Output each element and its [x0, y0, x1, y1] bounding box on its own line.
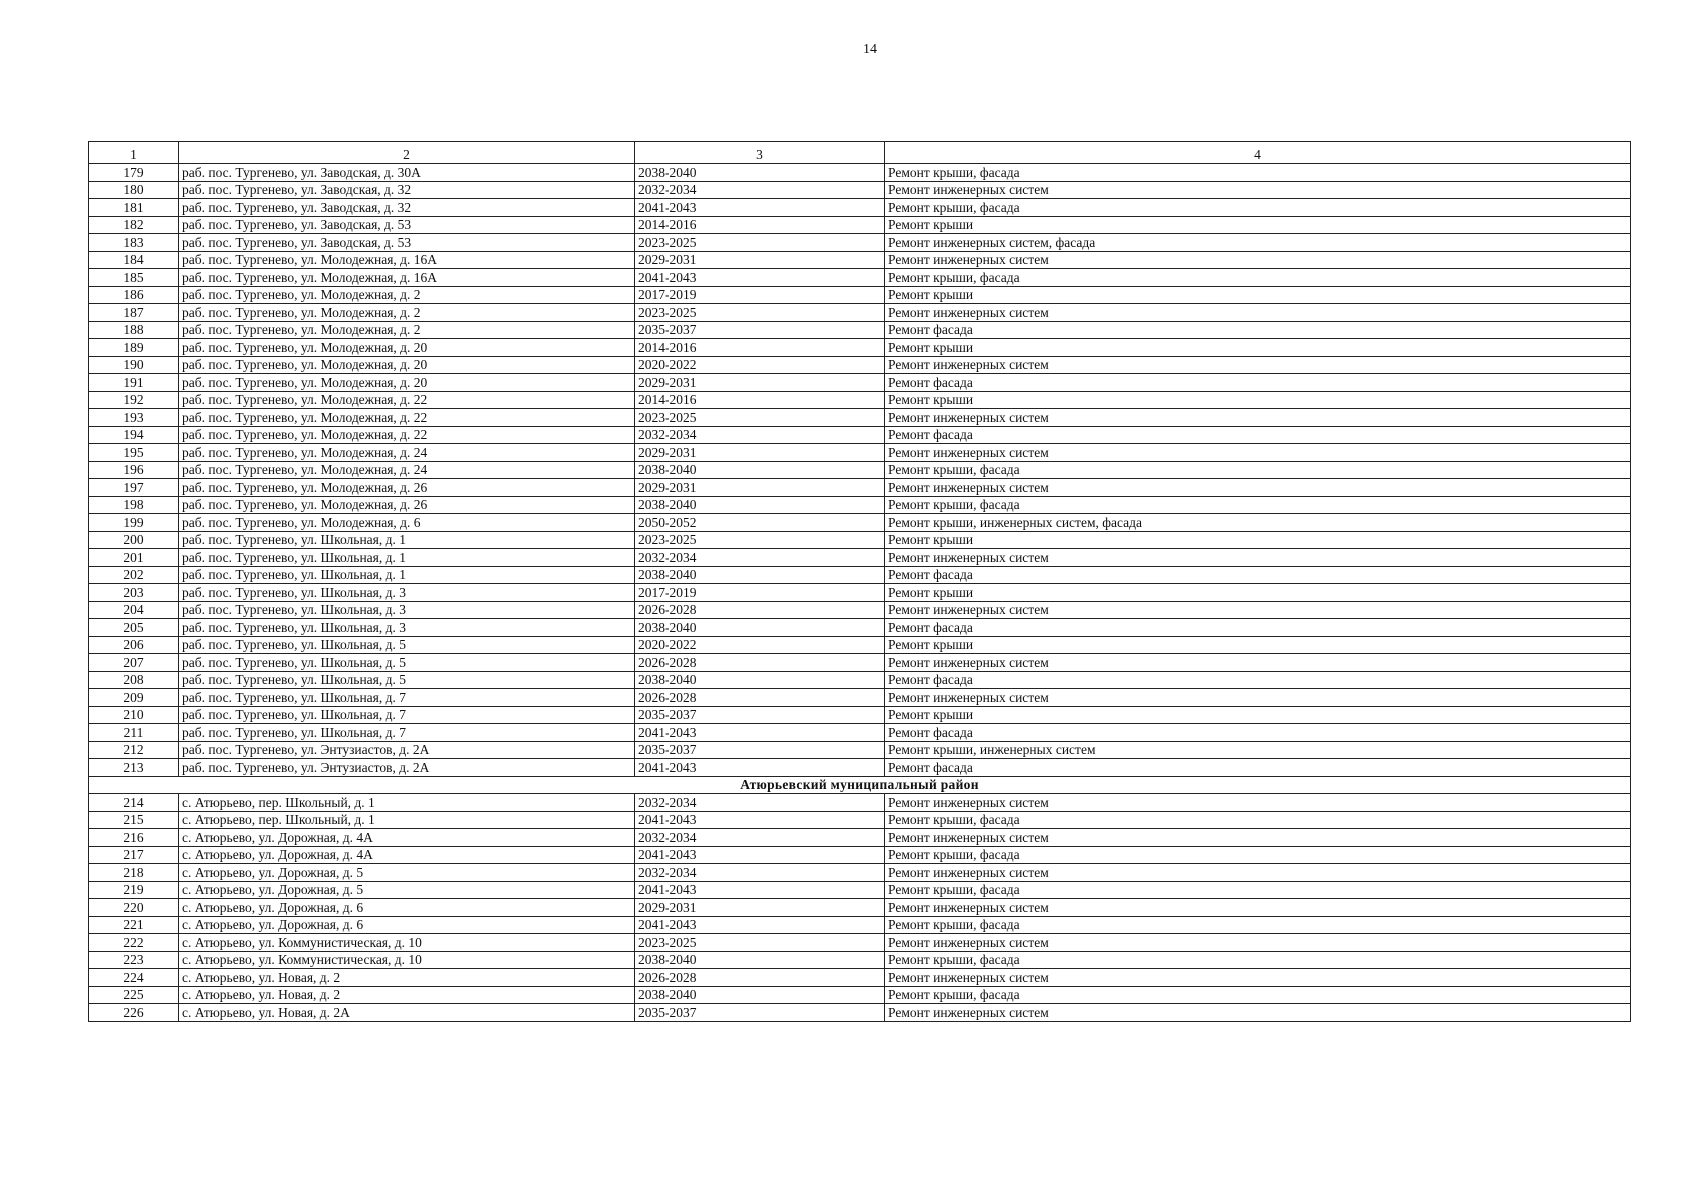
work-type-cell: Ремонт крыши, инженерных систем	[885, 741, 1631, 759]
address-cell: с. Атюрьево, ул. Коммунистическая, д. 10	[179, 934, 635, 952]
period-cell: 2020-2022	[635, 636, 885, 654]
work-type-cell: Ремонт крыши	[885, 584, 1631, 602]
period-cell: 2020-2022	[635, 356, 885, 374]
table-row	[89, 566, 1631, 584]
row-number: 204	[89, 601, 179, 619]
work-type-cell: Ремонт крыши, фасада	[885, 811, 1631, 829]
work-type-cell: Ремонт фасада	[885, 724, 1631, 742]
period-cell: 2041-2043	[635, 811, 885, 829]
table-row	[89, 374, 1631, 392]
address-cell: раб. пос. Тургенево, ул. Школьная, д. 7	[179, 689, 635, 707]
work-type-cell: Ремонт крыши	[885, 706, 1631, 724]
table-row	[89, 356, 1631, 374]
address-cell: раб. пос. Тургенево, ул. Молодежная, д. 20	[179, 339, 635, 357]
address-cell: раб. пос. Тургенево, ул. Молодежная, д. 24	[179, 444, 635, 462]
work-type-cell: Ремонт крыши, фасада	[885, 846, 1631, 864]
row-number: 179	[89, 164, 179, 182]
table-row	[89, 304, 1631, 322]
address-cell: раб. пос. Тургенево, ул. Школьная, д. 3	[179, 601, 635, 619]
row-number: 185	[89, 269, 179, 287]
address-cell: раб. пос. Тургенево, ул. Энтузиастов, д. 2А	[179, 741, 635, 759]
address-cell: раб. пос. Тургенево, ул. Молодежная, д. 2	[179, 286, 635, 304]
row-number: 206	[89, 636, 179, 654]
column-header: 4	[885, 142, 1631, 164]
row-number: 189	[89, 339, 179, 357]
period-cell: 2029-2031	[635, 444, 885, 462]
period-cell: 2038-2040	[635, 951, 885, 969]
address-cell: раб. пос. Тургенево, ул. Школьная, д. 5	[179, 671, 635, 689]
table-row	[89, 969, 1631, 987]
table-row	[89, 426, 1631, 444]
row-number: 217	[89, 846, 179, 864]
row-number: 184	[89, 251, 179, 269]
page-number: 14	[863, 42, 877, 57]
row-number: 213	[89, 759, 179, 777]
table-row	[89, 1004, 1631, 1022]
address-cell: раб. пос. Тургенево, ул. Школьная, д. 3	[179, 619, 635, 637]
period-cell: 2041-2043	[635, 916, 885, 934]
period-cell: 2038-2040	[635, 986, 885, 1004]
period-cell: 2041-2043	[635, 199, 885, 217]
row-number: 202	[89, 566, 179, 584]
period-cell: 2032-2034	[635, 829, 885, 847]
period-cell: 2035-2037	[635, 1004, 885, 1022]
section-header-row	[89, 776, 1631, 794]
address-cell: с. Атюрьево, ул. Новая, д. 2	[179, 969, 635, 987]
table-row	[89, 514, 1631, 532]
period-cell: 2023-2025	[635, 409, 885, 427]
row-number: 191	[89, 374, 179, 392]
row-number: 224	[89, 969, 179, 987]
row-number: 195	[89, 444, 179, 462]
work-type-cell: Ремонт инженерных систем	[885, 1004, 1631, 1022]
work-type-cell: Ремонт крыши	[885, 339, 1631, 357]
table-row	[89, 391, 1631, 409]
row-number: 212	[89, 741, 179, 759]
table-row	[89, 671, 1631, 689]
period-cell: 2026-2028	[635, 969, 885, 987]
row-number: 203	[89, 584, 179, 602]
row-number: 208	[89, 671, 179, 689]
row-number: 188	[89, 321, 179, 339]
work-type-cell: Ремонт крыши	[885, 531, 1631, 549]
work-type-cell: Ремонт инженерных систем	[885, 479, 1631, 497]
work-type-cell: Ремонт инженерных систем	[885, 654, 1631, 672]
address-cell: раб. пос. Тургенево, ул. Молодежная, д. 20	[179, 356, 635, 374]
work-type-cell: Ремонт фасада	[885, 426, 1631, 444]
table-row	[89, 951, 1631, 969]
table-row	[89, 619, 1631, 637]
work-type-cell: Ремонт фасада	[885, 671, 1631, 689]
address-cell: с. Атюрьево, пер. Школьный, д. 1	[179, 811, 635, 829]
row-number: 186	[89, 286, 179, 304]
row-number: 219	[89, 881, 179, 899]
period-cell: 2029-2031	[635, 374, 885, 392]
table-row	[89, 829, 1631, 847]
address-cell: с. Атюрьево, ул. Дорожная, д. 4А	[179, 829, 635, 847]
column-header: 2	[179, 142, 635, 164]
period-cell: 2035-2037	[635, 741, 885, 759]
row-number: 216	[89, 829, 179, 847]
work-type-cell: Ремонт крыши	[885, 391, 1631, 409]
row-number: 209	[89, 689, 179, 707]
work-type-cell: Ремонт инженерных систем	[885, 794, 1631, 812]
address-cell: раб. пос. Тургенево, ул. Школьная, д. 1	[179, 566, 635, 584]
period-cell: 2038-2040	[635, 671, 885, 689]
row-number: 182	[89, 216, 179, 234]
work-type-cell: Ремонт инженерных систем	[885, 601, 1631, 619]
work-type-cell: Ремонт фасада	[885, 619, 1631, 637]
table-row	[89, 724, 1631, 742]
address-cell: с. Атюрьево, ул. Дорожная, д. 4А	[179, 846, 635, 864]
row-number: 226	[89, 1004, 179, 1022]
table-row	[89, 234, 1631, 252]
row-number: 190	[89, 356, 179, 374]
period-cell: 2014-2016	[635, 391, 885, 409]
period-cell: 2038-2040	[635, 566, 885, 584]
column-header: 1	[89, 142, 179, 164]
address-cell: раб. пос. Тургенево, ул. Молодежная, д. 2	[179, 321, 635, 339]
address-cell: раб. пос. Тургенево, ул. Молодежная, д. 26	[179, 479, 635, 497]
row-number: 223	[89, 951, 179, 969]
address-cell: раб. пос. Тургенево, ул. Молодежная, д. 22	[179, 409, 635, 427]
period-cell: 2041-2043	[635, 881, 885, 899]
row-number: 205	[89, 619, 179, 637]
row-number: 196	[89, 461, 179, 479]
row-number: 221	[89, 916, 179, 934]
row-number: 222	[89, 934, 179, 952]
work-type-cell: Ремонт крыши	[885, 216, 1631, 234]
table-row	[89, 479, 1631, 497]
table-body-atyurevo	[89, 794, 1631, 1022]
address-cell: раб. пос. Тургенево, ул. Молодежная, д. 26	[179, 496, 635, 514]
period-cell: 2026-2028	[635, 689, 885, 707]
section-title: Атюрьевский муниципальный район	[89, 776, 1631, 794]
row-number: 215	[89, 811, 179, 829]
address-cell: раб. пос. Тургенево, ул. Школьная, д. 7	[179, 706, 635, 724]
address-cell: раб. пос. Тургенево, ул. Заводская, д. 53	[179, 234, 635, 252]
period-cell: 2041-2043	[635, 269, 885, 287]
row-number: 214	[89, 794, 179, 812]
table-row	[89, 794, 1631, 812]
address-cell: раб. пос. Тургенево, ул. Заводская, д. 30А	[179, 164, 635, 182]
period-cell: 2023-2025	[635, 234, 885, 252]
work-type-cell: Ремонт крыши, фасада	[885, 496, 1631, 514]
address-cell: раб. пос. Тургенево, ул. Заводская, д. 32	[179, 181, 635, 199]
address-cell: раб. пос. Тургенево, ул. Заводская, д. 32	[179, 199, 635, 217]
address-cell: раб. пос. Тургенево, ул. Молодежная, д. 16А	[179, 251, 635, 269]
address-cell: с. Атюрьево, ул. Коммунистическая, д. 10	[179, 951, 635, 969]
work-type-cell: Ремонт инженерных систем	[885, 181, 1631, 199]
table-row	[89, 321, 1631, 339]
table-row	[89, 409, 1631, 427]
row-number: 225	[89, 986, 179, 1004]
address-cell: раб. пос. Тургенево, ул. Молодежная, д. 16А	[179, 269, 635, 287]
work-type-cell: Ремонт инженерных систем	[885, 251, 1631, 269]
address-cell: раб. пос. Тургенево, ул. Школьная, д. 1	[179, 549, 635, 567]
work-type-cell: Ремонт инженерных систем	[885, 409, 1631, 427]
table-row	[89, 881, 1631, 899]
period-cell: 2017-2019	[635, 286, 885, 304]
table-row	[89, 601, 1631, 619]
period-cell: 2035-2037	[635, 706, 885, 724]
row-number: 181	[89, 199, 179, 217]
table-row	[89, 689, 1631, 707]
table-row	[89, 549, 1631, 567]
address-cell: раб. пос. Тургенево, ул. Молодежная, д. 6	[179, 514, 635, 532]
table-row	[89, 986, 1631, 1004]
period-cell: 2029-2031	[635, 251, 885, 269]
address-cell: раб. пос. Тургенево, ул. Школьная, д. 1	[179, 531, 635, 549]
period-cell: 2038-2040	[635, 496, 885, 514]
work-type-cell: Ремонт фасада	[885, 566, 1631, 584]
work-type-cell: Ремонт инженерных систем	[885, 356, 1631, 374]
table-row	[89, 531, 1631, 549]
row-number: 218	[89, 864, 179, 882]
period-cell: 2026-2028	[635, 601, 885, 619]
period-cell: 2029-2031	[635, 479, 885, 497]
table-row	[89, 916, 1631, 934]
work-type-cell: Ремонт крыши	[885, 636, 1631, 654]
row-number: 180	[89, 181, 179, 199]
address-cell: раб. пос. Тургенево, ул. Школьная, д. 5	[179, 654, 635, 672]
work-type-cell: Ремонт крыши, фасада	[885, 199, 1631, 217]
address-cell: с. Атюрьево, пер. Школьный, д. 1	[179, 794, 635, 812]
period-cell: 2023-2025	[635, 934, 885, 952]
work-type-cell: Ремонт инженерных систем	[885, 689, 1631, 707]
table-row	[89, 339, 1631, 357]
work-type-cell: Ремонт инженерных систем	[885, 304, 1631, 322]
period-cell: 2032-2034	[635, 426, 885, 444]
work-type-cell: Ремонт инженерных систем	[885, 969, 1631, 987]
table-row	[89, 181, 1631, 199]
address-cell: раб. пос. Тургенево, ул. Молодежная, д. 20	[179, 374, 635, 392]
work-type-cell: Ремонт фасада	[885, 759, 1631, 777]
table-row	[89, 269, 1631, 287]
row-number: 207	[89, 654, 179, 672]
table-row	[89, 444, 1631, 462]
work-type-cell: Ремонт крыши	[885, 286, 1631, 304]
table-row	[89, 584, 1631, 602]
work-type-cell: Ремонт крыши, инженерных систем, фасада	[885, 514, 1631, 532]
address-cell: раб. пос. Тургенево, ул. Школьная, д. 3	[179, 584, 635, 602]
period-cell: 2035-2037	[635, 321, 885, 339]
repair-schedule-table	[88, 141, 1631, 1022]
address-cell: раб. пос. Тургенево, ул. Молодежная, д. 22	[179, 426, 635, 444]
table-row	[89, 934, 1631, 952]
row-number: 201	[89, 549, 179, 567]
period-cell: 2026-2028	[635, 654, 885, 672]
table-row	[89, 864, 1631, 882]
period-cell: 2041-2043	[635, 759, 885, 777]
table-row	[89, 654, 1631, 672]
address-cell: раб. пос. Тургенево, ул. Школьная, д. 7	[179, 724, 635, 742]
address-cell: раб. пос. Тургенево, ул. Молодежная, д. 2	[179, 304, 635, 322]
table-row	[89, 496, 1631, 514]
period-cell: 2023-2025	[635, 531, 885, 549]
period-cell: 2032-2034	[635, 794, 885, 812]
address-cell: раб. пос. Тургенево, ул. Заводская, д. 53	[179, 216, 635, 234]
work-type-cell: Ремонт крыши, фасада	[885, 986, 1631, 1004]
table-row	[89, 251, 1631, 269]
period-cell: 2038-2040	[635, 461, 885, 479]
work-type-cell: Ремонт инженерных систем	[885, 549, 1631, 567]
work-type-cell: Ремонт фасада	[885, 374, 1631, 392]
table-row	[89, 216, 1631, 234]
table-row	[89, 636, 1631, 654]
period-cell: 2041-2043	[635, 724, 885, 742]
period-cell: 2050-2052	[635, 514, 885, 532]
table-row	[89, 899, 1631, 917]
row-number: 210	[89, 706, 179, 724]
table-row	[89, 164, 1631, 182]
work-type-cell: Ремонт крыши, фасада	[885, 881, 1631, 899]
work-type-cell: Ремонт инженерных систем	[885, 899, 1631, 917]
address-cell: раб. пос. Тургенево, ул. Энтузиастов, д. 2А	[179, 759, 635, 777]
period-cell: 2038-2040	[635, 164, 885, 182]
work-type-cell: Ремонт инженерных систем	[885, 934, 1631, 952]
table-row	[89, 811, 1631, 829]
table-row	[89, 759, 1631, 777]
row-number: 198	[89, 496, 179, 514]
period-cell: 2014-2016	[635, 339, 885, 357]
section-header-group	[89, 776, 1631, 794]
work-type-cell: Ремонт крыши, фасада	[885, 164, 1631, 182]
row-number: 183	[89, 234, 179, 252]
table-body-tургенево	[89, 164, 1631, 777]
address-cell: раб. пос. Тургенево, ул. Молодежная, д. 24	[179, 461, 635, 479]
work-type-cell: Ремонт инженерных систем	[885, 829, 1631, 847]
period-cell: 2032-2034	[635, 549, 885, 567]
work-type-cell: Ремонт инженерных систем, фасада	[885, 234, 1631, 252]
row-number: 211	[89, 724, 179, 742]
period-cell: 2014-2016	[635, 216, 885, 234]
row-number: 200	[89, 531, 179, 549]
period-cell: 2038-2040	[635, 619, 885, 637]
table-row	[89, 741, 1631, 759]
table-row	[89, 461, 1631, 479]
table-header-row	[89, 142, 1631, 164]
column-header: 3	[635, 142, 885, 164]
address-cell: с. Атюрьево, ул. Новая, д. 2А	[179, 1004, 635, 1022]
work-type-cell: Ремонт крыши, фасада	[885, 951, 1631, 969]
work-type-cell: Ремонт крыши, фасада	[885, 461, 1631, 479]
row-number: 220	[89, 899, 179, 917]
table-row	[89, 286, 1631, 304]
work-type-cell: Ремонт инженерных систем	[885, 864, 1631, 882]
address-cell: раб. пос. Тургенево, ул. Школьная, д. 5	[179, 636, 635, 654]
row-number: 187	[89, 304, 179, 322]
period-cell: 2032-2034	[635, 181, 885, 199]
address-cell: раб. пос. Тургенево, ул. Молодежная, д. 22	[179, 391, 635, 409]
work-type-cell: Ремонт инженерных систем	[885, 444, 1631, 462]
period-cell: 2032-2034	[635, 864, 885, 882]
address-cell: с. Атюрьево, ул. Дорожная, д. 5	[179, 881, 635, 899]
row-number: 197	[89, 479, 179, 497]
work-type-cell: Ремонт крыши, фасада	[885, 269, 1631, 287]
period-cell: 2041-2043	[635, 846, 885, 864]
work-type-cell: Ремонт крыши, фасада	[885, 916, 1631, 934]
address-cell: с. Атюрьево, ул. Новая, д. 2	[179, 986, 635, 1004]
row-number: 194	[89, 426, 179, 444]
period-cell: 2023-2025	[635, 304, 885, 322]
row-number: 193	[89, 409, 179, 427]
address-cell: с. Атюрьево, ул. Дорожная, д. 6	[179, 899, 635, 917]
address-cell: с. Атюрьево, ул. Дорожная, д. 5	[179, 864, 635, 882]
period-cell: 2029-2031	[635, 899, 885, 917]
row-number: 192	[89, 391, 179, 409]
table-row	[89, 199, 1631, 217]
table-row	[89, 846, 1631, 864]
work-type-cell: Ремонт фасада	[885, 321, 1631, 339]
row-number: 199	[89, 514, 179, 532]
table-row	[89, 706, 1631, 724]
period-cell: 2017-2019	[635, 584, 885, 602]
address-cell: с. Атюрьево, ул. Дорожная, д. 6	[179, 916, 635, 934]
